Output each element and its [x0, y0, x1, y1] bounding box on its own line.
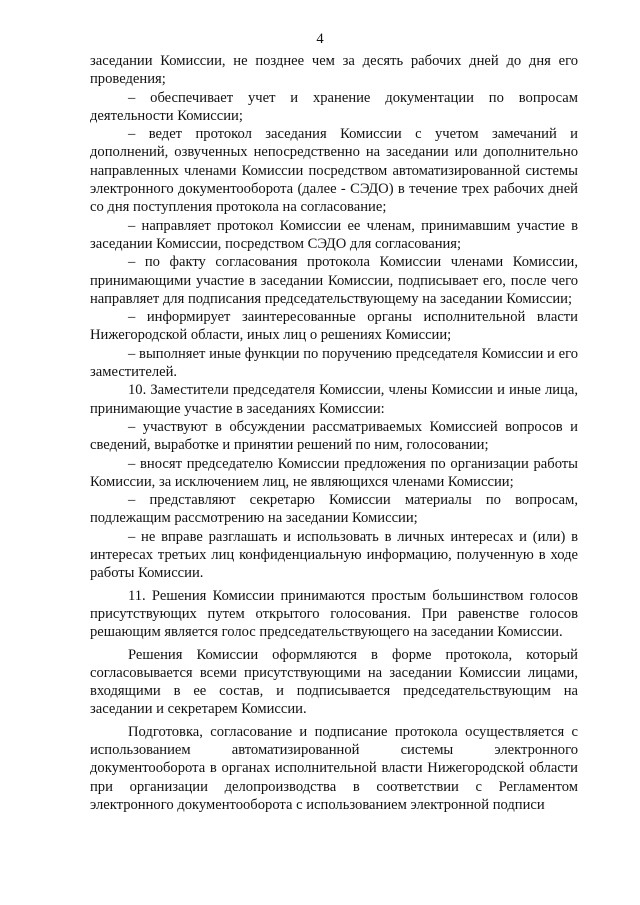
- paragraph: – информирует заинтересованные органы исполнительной власти Нижегородской области, иных лиц о решениях Комиссии;: [90, 309, 578, 344]
- paragraph: 11. Решения Комиссии принимаются простым большинством голосов присутствующих путем открытого голосования. При равенстве голосов решающим является голос председательствующего на заседании Комиссии.: [90, 587, 578, 641]
- paragraph: – выполняет иные функции по поручению председателя Комиссии и его заместителей.: [90, 345, 578, 381]
- paragraph: – ведет протокол заседания Комиссии с учетом замечаний и дополнений, озвученных непосредственно на заседании или дополнительно направленных членами Комиссии посредством автоматизированной системы электронного документооборота (далее - СЭДО) в течение трех рабочих дней со дня поступления протокола на согласование;: [90, 126, 578, 216]
- paragraph: – направляет протокол Комиссии ее членам, принимавшим участие в заседании Комиссии, посредством СЭДО для согласования;: [90, 217, 578, 252]
- paragraph: – по факту согласования протокола Комиссии членами Комиссии, принимающими участие в заседании Комиссии, подписывает его, после чего направляет для подписания председательствующему на заседании Комиссии;: [90, 254, 578, 307]
- paragraph: 10. Заместители председателя Комиссии, члены Комиссии и иные лица, принимающие участие в заседаниях Комиссии:: [90, 382, 578, 417]
- paragraph: – не вправе разглашать и использовать в личных интересах и (или) в интересах третьих лиц конфиденциальную информацию, полученную в ходе работы Комиссии.: [90, 528, 578, 582]
- paragraph: – вносят председателю Комиссии предложения по организации работы Комиссии, за исключением лиц, не являющихся членами Комиссии;: [90, 455, 578, 490]
- paragraph: – представляют секретарю Комиссии материалы по вопросам, подлежащим рассмотрению на заседании Комиссии;: [90, 492, 578, 527]
- paragraph: – обеспечивает учет и хранение документации по вопросам деятельности Комиссии;: [90, 89, 578, 124]
- document-body: [90, 52, 578, 814]
- page-number: 4: [316, 31, 324, 47]
- paragraph: Решения Комиссии оформляются в форме протокола, который согласовывается всеми присутствующими на заседании Комиссии лицами, входящими в ее состав, и подписывается председательствующим на заседании и секретарем Комиссии.: [90, 646, 578, 718]
- paragraph: Подготовка, согласование и подписание протокола осуществляется с использованием автоматизированной системы электронного документооборота в органах исполнительной власти Нижегородской области при организации делопроизводства в соответствии с Регламентом электронного документооборота с использованием электронной подписи: [90, 723, 578, 813]
- paragraph: – участвуют в обсуждении рассматриваемых Комиссией вопросов и сведений, выработке и принятии решений по ним, голосовании;: [90, 418, 578, 454]
- paragraph: заседании Комиссии, не позднее чем за десять рабочих дней до дня его проведения;: [90, 53, 578, 88]
